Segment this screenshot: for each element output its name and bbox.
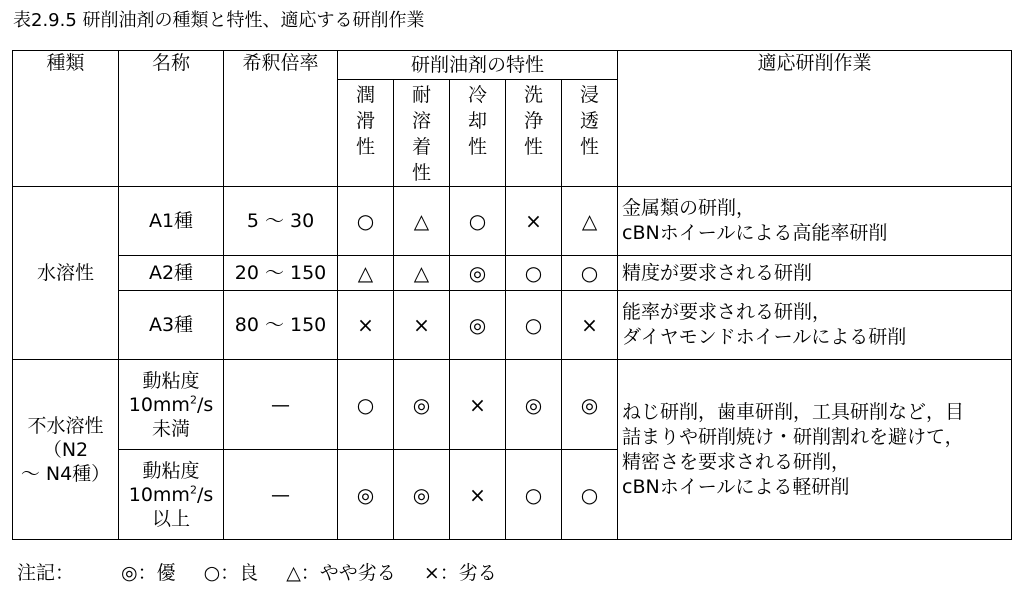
mark-anti-adhesion: ◎ — [394, 360, 450, 450]
viscosity-label: 動粘度 — [142, 459, 200, 482]
header-cooling-text: 冷却性 — [467, 84, 487, 158]
mark-penetration: ◎ — [562, 360, 618, 450]
row-name: A3種 — [119, 291, 224, 360]
table-row — [13, 187, 1012, 256]
application-line: 詰まりや研削焼け・研削割れを避けて， — [622, 425, 964, 448]
application-line: 金属類の研削， — [622, 197, 756, 219]
application-line: 精度が要求される研削 — [622, 261, 813, 284]
legend-excellent: ◎：優 — [121, 562, 176, 584]
mark-lubricity: × — [338, 291, 394, 360]
grinding-fluid-table — [12, 50, 1012, 540]
mark-penetration: × — [562, 291, 618, 360]
row-application-non-water — [618, 360, 1012, 540]
mark-anti-adhesion: ◎ — [394, 450, 450, 540]
table-row — [13, 291, 1012, 360]
viscosity-value: $10mm^2/s$ — [128, 483, 214, 506]
mark-anti-adhesion: △ — [394, 256, 450, 291]
mark-cleaning: × — [506, 187, 562, 256]
header-row-1 — [13, 51, 1012, 80]
mark-cooling: ○ — [450, 187, 506, 256]
mark-lubricity: ○ — [338, 360, 394, 450]
group-line: ～ N4種） — [20, 462, 111, 485]
row-dilution: — — [224, 360, 338, 450]
mark-lubricity: △ — [338, 256, 394, 291]
mark-cleaning: ○ — [506, 256, 562, 291]
group-line: （N2 — [42, 438, 89, 461]
row-name: A1種 — [119, 187, 224, 256]
mark-cooling: × — [450, 450, 506, 540]
row-name — [119, 450, 224, 540]
header-cleaning — [506, 80, 562, 187]
row-dilution: 80 ～ 150 — [224, 291, 338, 360]
header-lubricity — [338, 80, 394, 187]
row-application — [618, 256, 1012, 291]
legend-fair: △：やや劣る — [286, 562, 396, 584]
row-dilution: 5 ～ 30 — [224, 187, 338, 256]
header-dilution: 希釈倍率 — [224, 51, 338, 187]
viscosity-qualifier: 未満 — [151, 417, 190, 440]
header-type: 種類 — [13, 51, 119, 187]
header-name: 名称 — [119, 51, 224, 187]
mark-penetration: ○ — [562, 256, 618, 291]
application-line: 能率が要求される研削， — [622, 301, 832, 323]
legend-note — [17, 560, 525, 586]
group-line: 不水溶性 — [27, 414, 104, 437]
row-name — [119, 360, 224, 450]
mark-cleaning: ○ — [506, 450, 562, 540]
mark-anti-adhesion: △ — [394, 187, 450, 256]
mark-lubricity: ◎ — [338, 450, 394, 540]
mark-cleaning: ○ — [506, 291, 562, 360]
viscosity-label: 動粘度 — [142, 369, 200, 392]
header-application: 適応研削作業 — [618, 51, 1012, 187]
table-caption: 表2.9.5 研削油剤の種類と特性、適応する研削作業 — [13, 10, 425, 31]
viscosity-qualifier: 以上 — [151, 507, 190, 530]
application-line: cBNホイールによる軽研削 — [622, 475, 850, 498]
header-lubricity-text: 潤滑性 — [355, 84, 375, 158]
application-line: 精密さを要求される研削， — [622, 450, 851, 473]
legend-poor: ×：劣る — [423, 562, 497, 584]
mark-cleaning: ◎ — [506, 360, 562, 450]
mark-cooling: ◎ — [450, 291, 506, 360]
mark-cooling: ◎ — [450, 256, 506, 291]
viscosity-value: $10mm^2/s$ — [128, 393, 214, 416]
group-water-soluble: 水溶性 — [13, 187, 119, 360]
application-line: ダイヤモンドホイールによる研削 — [622, 326, 907, 348]
header-penetration-text: 浸透性 — [580, 84, 600, 158]
application-line: ねじ研削，歯車研削，工具研削など，目 — [622, 400, 965, 423]
row-name: A2種 — [119, 256, 224, 291]
header-cooling — [450, 80, 506, 187]
row-dilution: — — [224, 450, 338, 540]
table-row — [13, 360, 1012, 450]
application-line: cBNホイールによる高能率研削 — [622, 222, 888, 244]
legend-good: ○：良 — [203, 562, 259, 584]
header-anti-adhesion — [394, 80, 450, 187]
note-label: 注記： — [17, 562, 75, 584]
header-penetration — [562, 80, 618, 187]
mark-cooling: × — [450, 360, 506, 450]
mark-anti-adhesion: × — [394, 291, 450, 360]
group-non-water-soluble — [13, 360, 119, 540]
mark-penetration: △ — [562, 187, 618, 256]
header-cleaning-text: 洗浄性 — [523, 84, 543, 158]
table-row — [13, 256, 1012, 291]
mark-penetration: ○ — [562, 450, 618, 540]
row-application — [618, 187, 1012, 256]
mark-lubricity: ○ — [338, 187, 394, 256]
row-application — [618, 291, 1012, 360]
header-anti-adhesion-text: 耐溶着性 — [411, 84, 431, 184]
header-properties: 研削油剤の特性 — [338, 51, 618, 80]
row-dilution: 20 ～ 150 — [224, 256, 338, 291]
